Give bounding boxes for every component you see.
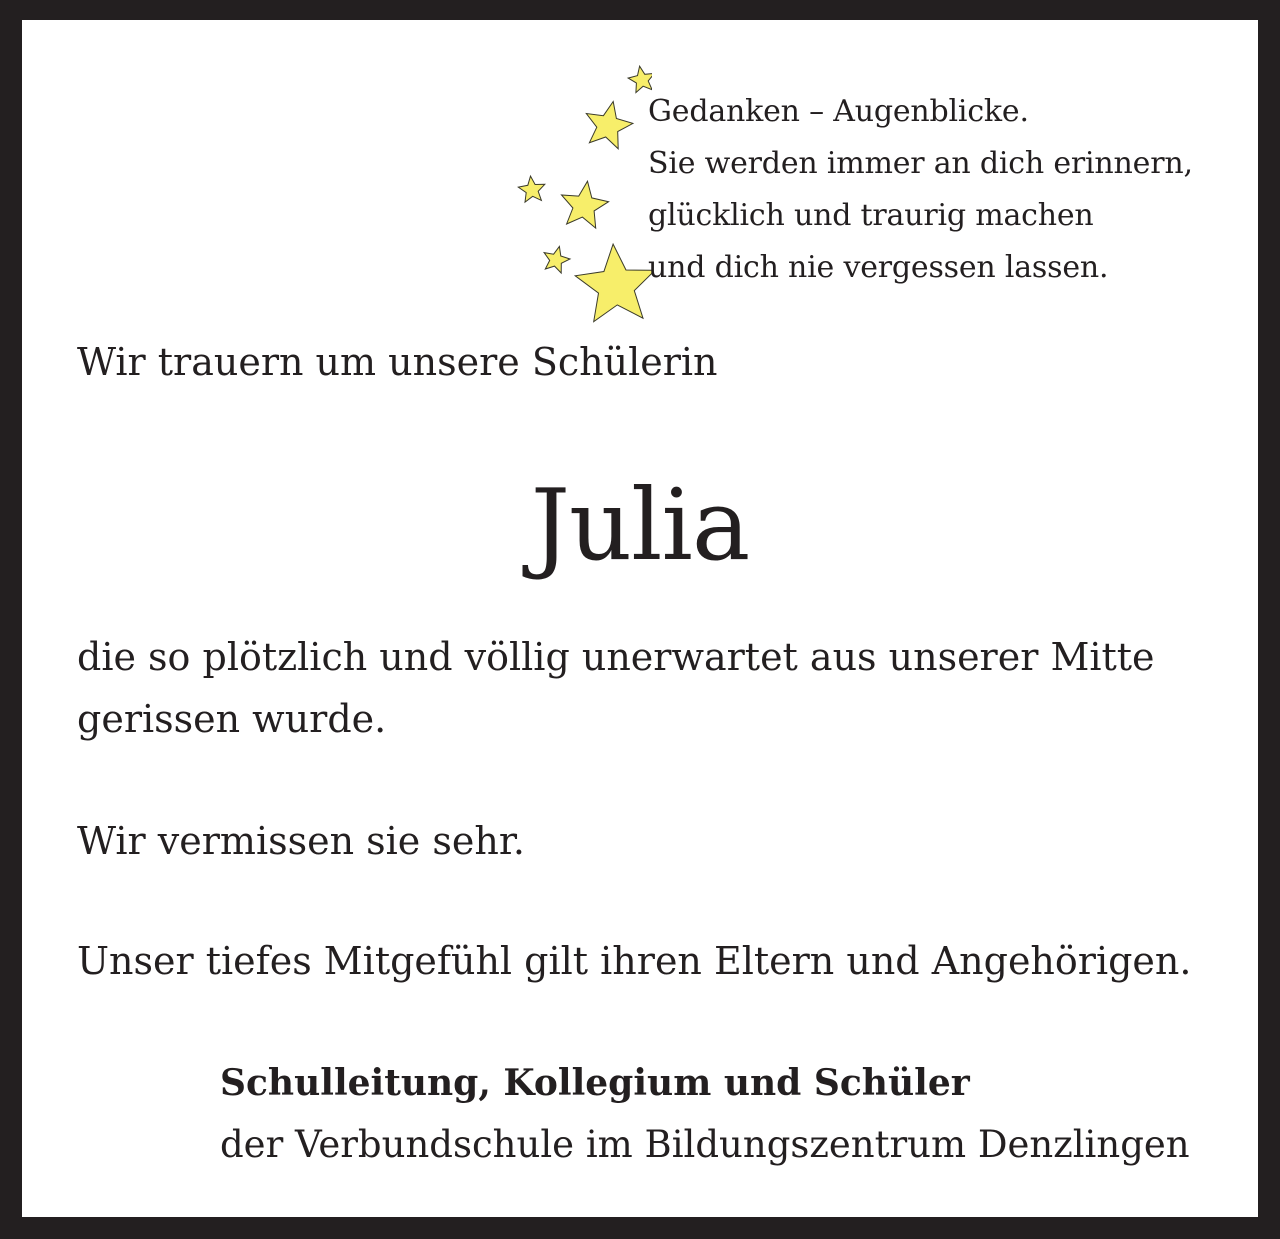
star-icon [544,246,570,273]
poem-line: glücklich und traurig machen [648,198,1094,233]
signature-title: Schulleitung, Kollegium und Schüler [220,1062,970,1104]
poem-line: und dich nie vergessen lassen. [648,250,1109,285]
condolence-text: Unser tiefes Mitgefühl gilt ihren Eltern und Angehörigen. [77,939,1192,983]
body-line: gerissen wurde. [77,697,387,741]
star-icon [575,244,652,322]
miss-text: Wir vermissen sie sehr. [77,819,525,863]
body-paragraph [77,626,1155,750]
star-icon [562,181,609,228]
poem-line: Sie werden immer an dich erinnern, [648,146,1193,181]
star-icon [518,176,545,202]
star-icon [586,102,633,149]
signature [220,1052,1190,1176]
body-line: die so plötzlich und völlig unerwartet aus unserer Mitte [77,635,1155,679]
intro-text: Wir trauern um unsere Schülerin [77,340,718,384]
stars-decoration [492,38,652,338]
signature-subtitle: der Verbundschule im Bildungszentrum Denzlingen [220,1123,1190,1166]
poem [648,86,1193,294]
poem-line: Gedanken – Augenblicke. [648,94,1029,129]
deceased-name: Julia [530,469,750,583]
